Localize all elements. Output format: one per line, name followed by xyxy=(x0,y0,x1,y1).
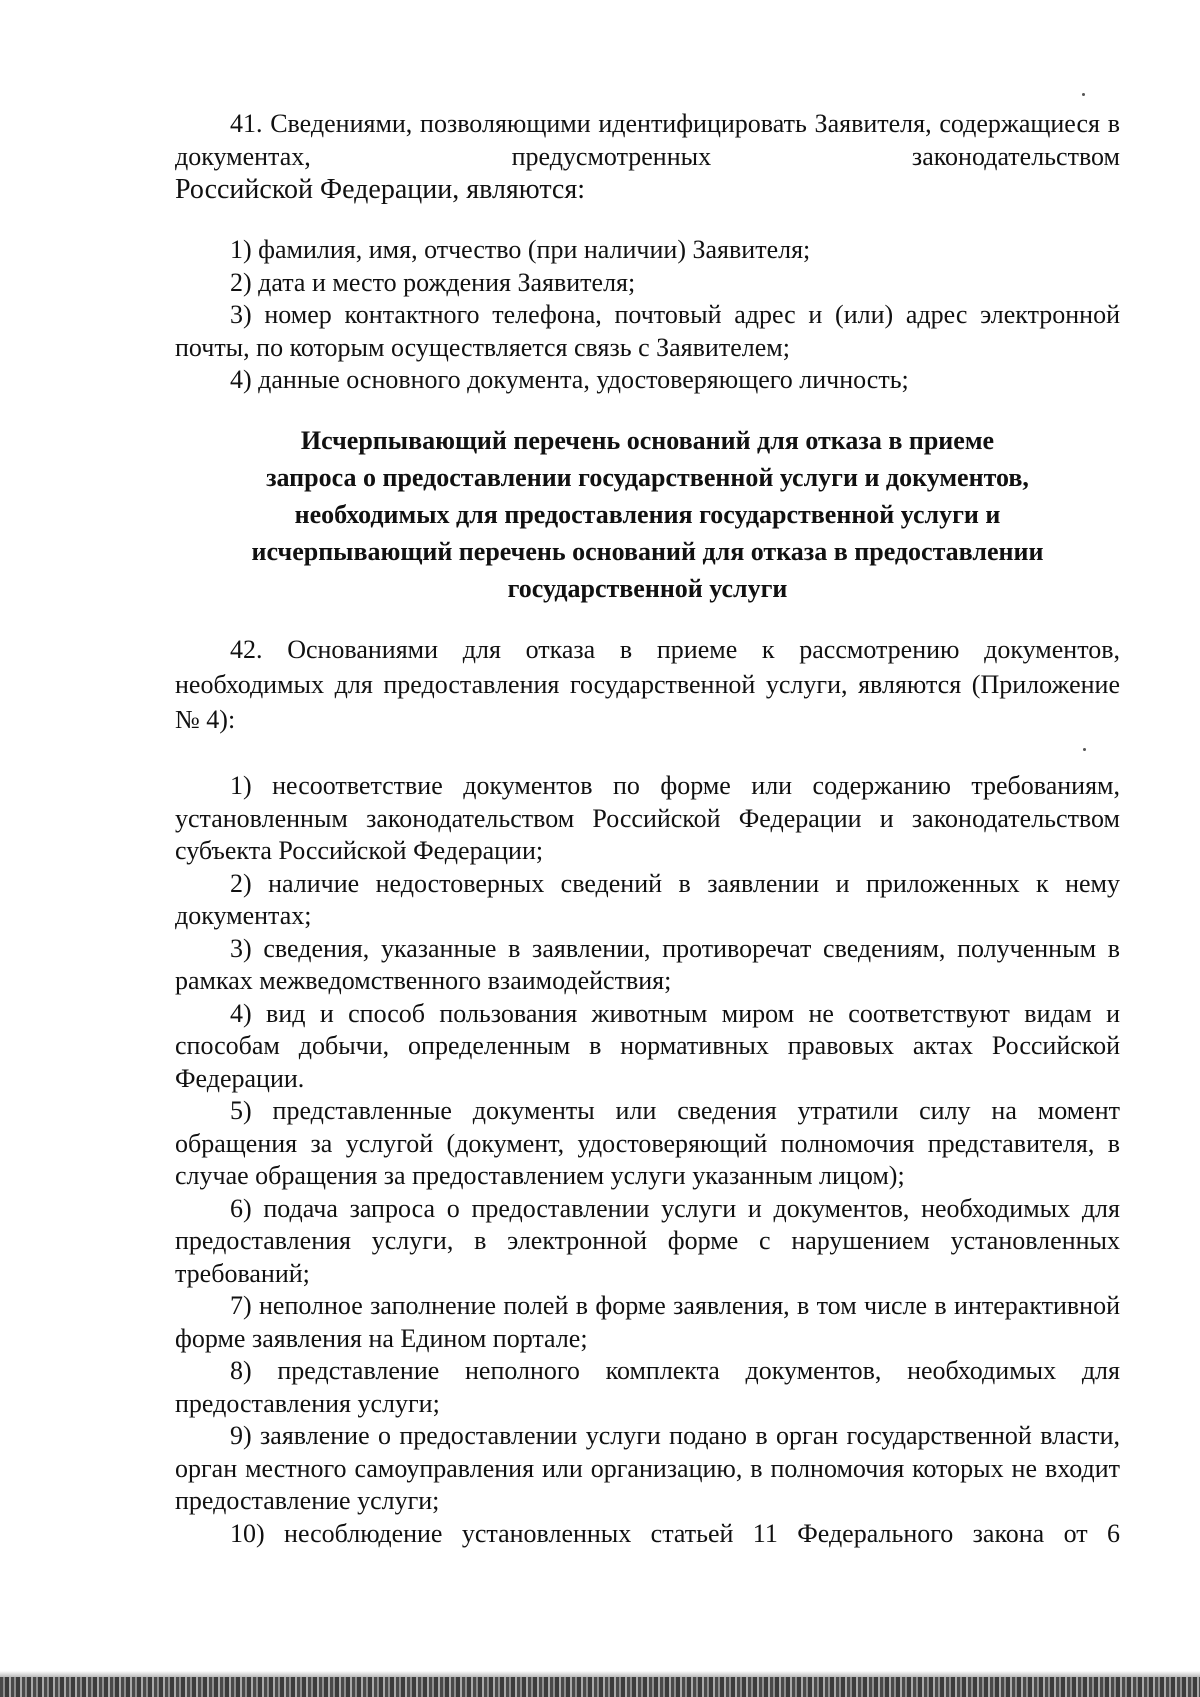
list-item: 3) сведения, указанные в заявлении, противоречат сведениям, полученным в рамках межведомственного взаимодействия; xyxy=(175,933,1120,995)
section-41-list xyxy=(175,234,1120,397)
section-42-paragraph: 42. Основаниями для отказа в приеме к рассмотрению документов, необходимых для предоставления государственной услуги, являются (Приложение № 4): xyxy=(175,635,1120,734)
heading-line: необходимых для предоставления государственной услуги и xyxy=(294,500,1001,529)
heading-line: государственной услуги xyxy=(507,574,788,603)
section-42-list xyxy=(175,770,1120,1550)
section-heading xyxy=(175,422,1120,607)
list-item: 4) вид и способ пользования животным миром не соответствуют видам и способам добычи, определенным в нормативных правовых актах Российской Федерации. xyxy=(175,998,1120,1093)
section-41-paragraph-tail: Российской Федерации, являются: xyxy=(175,174,586,205)
list-item: 7) неполное заполнение полей в форме заявления, в том числе в интерактивной форме заявления на Едином портале; xyxy=(175,1291,1120,1353)
list-item: 1) несоответствие документов по форме или содержанию требованиям, установленным законодательством Российской Федерации и законодательством субъекта Российской Федерации; xyxy=(175,771,1120,865)
list-item: 3) номер контактного телефона, почтовый адрес и (или) адрес электронной почты, по которым осуществляется связь с Заявителем; xyxy=(175,300,1120,362)
heading-line: запроса о предоставлении государственной услуги и документов, xyxy=(266,463,1029,492)
list-item: 8) представление неполного комплекта документов, необходимых для предоставления услуги; xyxy=(175,1356,1120,1418)
list-item: 9) заявление о предоставлении услуги подано в орган государственной власти, орган местного самоуправления или организацию, в полномочия которых не входит предоставление услуги; xyxy=(175,1421,1120,1515)
list-item: 2) наличие недостоверных сведений в заявлении и приложенных к нему документах; xyxy=(175,868,1120,930)
section-41-paragraph: 41. Сведениями, позволяющими идентифицировать Заявителя, содержащиеся в документах, предусмотренных законодательством xyxy=(175,109,1120,171)
list-item: 1) фамилия, имя, отчество (при наличии) Заявителя; xyxy=(230,235,811,264)
scan-bottom-edge xyxy=(0,1677,1200,1697)
scan-speck xyxy=(1083,748,1086,751)
heading-line: исчерпывающий перечень оснований для отказа в предоставлении xyxy=(251,537,1044,566)
list-item: 10) несоблюдение установленных статьей 11 Федерального закона от 6 xyxy=(230,1518,1120,1548)
scan-speck xyxy=(1082,93,1085,96)
section-42 xyxy=(175,632,1120,737)
list-item: 5) представленные документы или сведения утратили силу на момент обращения за услугой (документ, удостоверяющий полномочия представителя, в случае обращения за предоставлением услуги указанным лицом); xyxy=(175,1096,1120,1190)
heading-line: Исчерпывающий перечень оснований для отказа в приеме xyxy=(300,426,995,455)
list-item: 6) подача запроса о предоставлении услуги и документов, необходимых для предоставления услуги, в электронной форме с нарушением установленных требований; xyxy=(175,1193,1120,1288)
list-item: 4) данные основного документа, удостоверяющего личность; xyxy=(230,365,909,394)
section-41 xyxy=(175,108,1120,207)
list-item: 2) дата и место рождения Заявителя; xyxy=(230,267,636,297)
